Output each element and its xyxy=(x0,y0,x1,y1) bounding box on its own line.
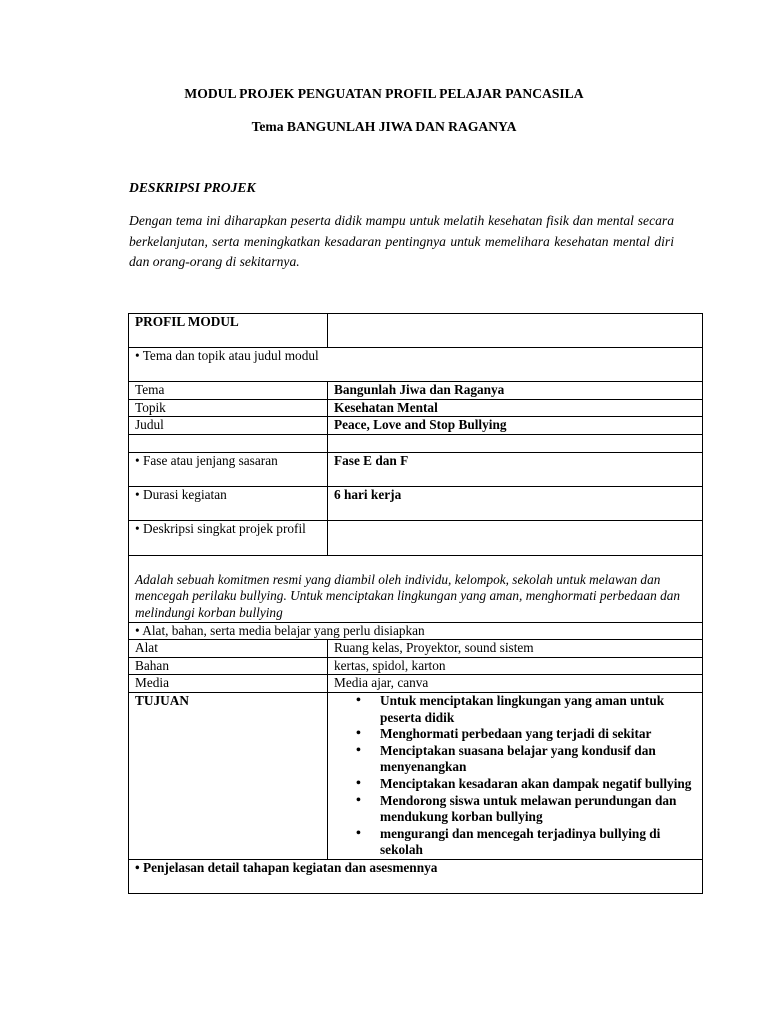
section-heading-deskripsi: DESKRIPSI PROJEK xyxy=(129,180,256,195)
empty-cell xyxy=(328,314,703,348)
empty-cell xyxy=(129,434,328,452)
tema-label: Tema xyxy=(129,382,328,400)
profil-modul-header: PROFIL MODUL xyxy=(129,314,328,348)
description-paragraph: Dengan tema ini diharapkan peserta didik mampu untuk melatih kesehatan fisik dan mental secara berkelanjutan, serta meningkatkan kesadaran pentingnya untuk memelihara kesehatan mental diri dan orang-orang di sekitarnya. xyxy=(129,213,674,269)
deskripsi-label: • Deskripsi singkat projek profil xyxy=(129,520,328,555)
deskripsi-text: Adalah sebuah komitmen resmi yang diambil oleh individu, kelompok, sekolah untuk melawan dan mencegah perilaku bullying. Untuk menciptakan lingkungan yang aman, menghormati perbedaan dan melindungi korban bullying xyxy=(129,555,703,622)
tujuan-item: • Menciptakan kesadaran akan dampak negatif bullying xyxy=(380,776,696,793)
bahan-value: kertas, spidol, karton xyxy=(328,657,703,675)
media-value: Media ajar, canva xyxy=(328,675,703,693)
profil-modul-table xyxy=(128,313,703,894)
tema-value: Bangunlah Jiwa dan Raganya xyxy=(328,382,703,400)
penjelasan-label: • Penjelasan detail tahapan kegiatan dan asesmennya xyxy=(129,859,703,893)
durasi-label: • Durasi kegiatan xyxy=(129,486,328,520)
durasi-value: 6 hari kerja xyxy=(328,486,703,520)
tema-topik-label: • Tema dan topik atau judul modul xyxy=(129,348,703,382)
tujuan-item: • Mendorong siswa untuk melawan perundungan dan mendukung korban bullying xyxy=(380,793,696,826)
fase-label: • Fase atau jenjang sasaran xyxy=(129,452,328,486)
document-title: MODUL PROJEK PENGUATAN PROFIL PELAJAR PANCASILA xyxy=(184,86,584,101)
topik-value: Kesehatan Mental xyxy=(328,399,703,417)
tujuan-item: • Menciptakan suasana belajar yang kondusif dan menyenangkan xyxy=(380,743,696,776)
media-label: Media xyxy=(129,675,328,693)
tujuan-item: • mengurangi dan mencegah terjadinya bullying di sekolah xyxy=(380,826,696,859)
tujuan-list xyxy=(334,693,696,859)
tujuan-item: • Menghormati perbedaan yang terjadi di sekitar xyxy=(380,726,696,743)
judul-value: Peace, Love and Stop Bullying xyxy=(328,417,703,435)
tujuan-item: • Untuk menciptakan lingkungan yang aman untuk peserta didik xyxy=(380,693,696,726)
fase-value: Fase E dan F xyxy=(328,452,703,486)
bahan-label: Bahan xyxy=(129,657,328,675)
tujuan-cell xyxy=(328,692,703,859)
alat-value: Ruang kelas, Proyektor, sound sistem xyxy=(328,640,703,658)
empty-cell xyxy=(328,520,703,555)
document-theme: Tema BANGUNLAH JIWA DAN RAGANYA xyxy=(251,119,517,134)
judul-label: Judul xyxy=(129,417,328,435)
topik-label: Topik xyxy=(129,399,328,417)
alat-label: Alat xyxy=(129,640,328,658)
alat-bahan-label: • Alat, bahan, serta media belajar yang perlu disiapkan xyxy=(129,622,703,640)
tujuan-label: TUJUAN xyxy=(129,692,328,859)
empty-cell xyxy=(328,434,703,452)
